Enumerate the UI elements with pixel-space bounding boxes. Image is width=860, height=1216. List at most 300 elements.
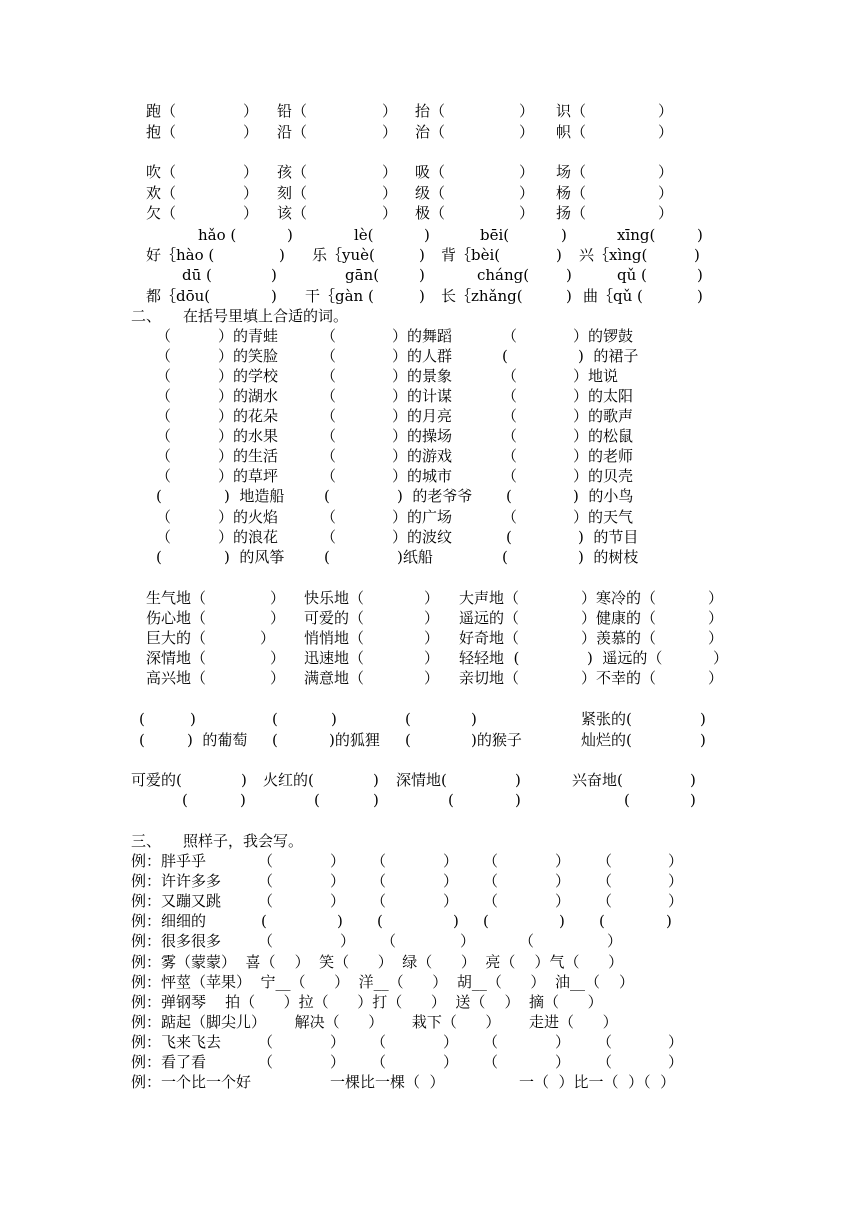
worksheet-text: ) [700, 710, 706, 728]
worksheet-text: ） [555, 1053, 571, 1071]
worksheet-text: （ [156, 467, 172, 485]
worksheet-line [0, 874, 860, 894]
worksheet-text: （ [502, 407, 518, 425]
worksheet-text: ) 的葡萄 [187, 731, 248, 749]
worksheet-text: 吸（ [415, 163, 446, 181]
worksheet-text: 干｛gàn ( [305, 287, 374, 305]
worksheet-text: ) [556, 246, 562, 264]
worksheet-text: ) [515, 771, 521, 789]
worksheet-text: ） [658, 204, 674, 222]
worksheet-text: （ [597, 852, 613, 870]
worksheet-text: （ [156, 327, 172, 345]
worksheet-line [0, 104, 860, 124]
worksheet-text: 例：一个比一个好 [131, 1073, 252, 1091]
worksheet-text: 火红的( [263, 771, 314, 789]
worksheet-text: ） [708, 629, 724, 647]
worksheet-text: 例：许许多多 [131, 872, 222, 890]
worksheet-text: ( [272, 731, 278, 749]
worksheet-text: 生气地（ [146, 589, 207, 607]
worksheet-text: ( [506, 528, 512, 546]
worksheet-text: （ [502, 427, 518, 445]
worksheet-text: ( [483, 912, 489, 930]
worksheet-text: ） [443, 872, 459, 890]
worksheet-text: ） [460, 932, 476, 950]
worksheet-text: ） [270, 589, 286, 607]
worksheet-text: ） [243, 102, 259, 120]
worksheet-text: 例：怦莖（苹果） 宁__（ ） 洋__（ ） 胡__（ ） 油__（ ） [131, 973, 635, 991]
worksheet-line [0, 651, 860, 671]
worksheet-text: ）的贝壳 [573, 467, 634, 485]
worksheet-text: （ [321, 327, 337, 345]
worksheet-text: 例：飞来飞去 [131, 1033, 222, 1051]
worksheet-text: ） [424, 629, 440, 647]
worksheet-text: ) 的节目 [578, 528, 639, 546]
worksheet-text: 沿（ [277, 123, 308, 141]
worksheet-text: ) 的老爷爷 [397, 487, 473, 505]
worksheet-text: ） [668, 872, 684, 890]
worksheet-text: ) [515, 791, 521, 809]
worksheet-text: （ [258, 1053, 274, 1071]
worksheet-text: 好奇地（ [459, 629, 520, 647]
worksheet-text: ) [241, 771, 247, 789]
worksheet-text: ） [668, 892, 684, 910]
worksheet-text: ） [658, 123, 674, 141]
worksheet-text: ) 遥远的（ [587, 649, 663, 667]
worksheet-text: 深情地（ [146, 649, 207, 667]
worksheet-text: （ [258, 852, 274, 870]
worksheet-text: xīng( [617, 226, 656, 244]
worksheet-text: 快乐地（ [304, 589, 365, 607]
worksheet-text: （ [371, 1053, 387, 1071]
worksheet-text: ） [555, 872, 571, 890]
worksheet-text: ( [448, 791, 454, 809]
worksheet-text: ）健康的（ [581, 609, 657, 627]
worksheet-text: （ [381, 932, 397, 950]
worksheet-text: ） [270, 609, 286, 627]
worksheet-text: ） [668, 1053, 684, 1071]
worksheet-line [0, 793, 860, 813]
worksheet-text: ）的浪花 [218, 528, 279, 546]
worksheet-text: ） [424, 609, 440, 627]
worksheet-text: ) [690, 771, 696, 789]
worksheet-text: ）的花朵 [218, 407, 279, 425]
worksheet-text: ） [330, 1033, 346, 1051]
worksheet-text: （ [483, 872, 499, 890]
worksheet-text: ） [260, 629, 276, 647]
worksheet-line [0, 186, 860, 206]
worksheet-text: ) [373, 791, 379, 809]
worksheet-text: 深情地( [396, 771, 447, 789]
worksheet-text: （ [483, 852, 499, 870]
worksheet-line [0, 914, 860, 934]
worksheet-text: ） [443, 1053, 459, 1071]
worksheet-line [0, 449, 860, 469]
worksheet-text: 例：又蹦又跳 [131, 892, 222, 910]
worksheet-text: ） [382, 102, 398, 120]
worksheet-text: ） [443, 1033, 459, 1051]
worksheet-text: ）羡慕的（ [581, 629, 657, 647]
worksheet-text: （ [258, 892, 274, 910]
worksheet-text: （ [321, 528, 337, 546]
worksheet-line [0, 773, 860, 793]
worksheet-text: 伤心地（ [146, 609, 207, 627]
worksheet-line [0, 329, 860, 349]
worksheet-text: （ [371, 892, 387, 910]
worksheet-text: ( [506, 487, 512, 505]
worksheet-text: （ [483, 892, 499, 910]
worksheet-line [0, 712, 860, 732]
worksheet-line [0, 834, 860, 854]
worksheet-text: ）的水果 [218, 427, 279, 445]
worksheet-text: 巨大的（ [146, 629, 207, 647]
worksheet-text: （ [321, 508, 337, 526]
worksheet-text: ) [561, 226, 567, 244]
worksheet-text: ） [424, 589, 440, 607]
worksheet-text: ) [279, 246, 285, 264]
worksheet-text: )的猴子 [471, 731, 522, 749]
worksheet-text: 例：雾（蒙蒙） 喜（ ） 笑（ ） 绿（ ） 亮（ ）气（ ） [131, 953, 624, 971]
worksheet-text: 灿烂的( [581, 731, 632, 749]
worksheet-text: ）的广场 [392, 508, 453, 526]
worksheet-text: ( [156, 548, 162, 566]
worksheet-text: （ [519, 932, 535, 950]
worksheet-text: 好｛hào ( [146, 246, 215, 264]
worksheet-text: ）的草坪 [218, 467, 279, 485]
worksheet-text: （ [156, 447, 172, 465]
worksheet-text: ） [519, 123, 535, 141]
worksheet-text: ) [271, 287, 277, 305]
worksheet-text: 轻轻地 ( [459, 649, 520, 667]
worksheet-line [0, 934, 860, 954]
worksheet-text: （ [371, 852, 387, 870]
worksheet-text: ( [139, 731, 145, 749]
worksheet-text: （ [321, 427, 337, 445]
worksheet-text: 在括号里填上合适的词。 [183, 307, 349, 325]
worksheet-text: ） [519, 204, 535, 222]
worksheet-text: cháng( [477, 266, 530, 284]
worksheet-text: ）的湖水 [218, 387, 279, 405]
worksheet-text: bēi( [480, 226, 510, 244]
worksheet-line [0, 409, 860, 429]
worksheet-line [0, 631, 860, 651]
worksheet-text: ) [419, 287, 425, 305]
worksheet-text: ） [424, 669, 440, 687]
worksheet-text: 可爱的( [131, 771, 182, 789]
worksheet-text: （ [321, 407, 337, 425]
worksheet-text: ） [382, 184, 398, 202]
worksheet-text: （ [258, 872, 274, 890]
worksheet-text: ） [708, 669, 724, 687]
worksheet-text: ）的锣鼓 [573, 327, 634, 345]
worksheet-text: ）的太阳 [573, 387, 634, 405]
worksheet-text: ）的月亮 [392, 407, 453, 425]
worksheet-text: ) [566, 287, 572, 305]
worksheet-text: ） [658, 163, 674, 181]
worksheet-text: ） [443, 892, 459, 910]
worksheet-text: ）寒冷的（ [581, 589, 657, 607]
worksheet-text: ( [377, 912, 383, 930]
worksheet-text: ） [243, 184, 259, 202]
worksheet-line [0, 268, 860, 288]
worksheet-text: ）的歌声 [573, 407, 634, 425]
worksheet-text: ( [156, 487, 162, 505]
worksheet-line [0, 510, 860, 530]
worksheet-text: ） [382, 123, 398, 141]
worksheet-text: ) [287, 226, 293, 244]
worksheet-text: ） [713, 649, 729, 667]
worksheet-text: 帜（ [556, 123, 587, 141]
worksheet-line [0, 429, 860, 449]
worksheet-text: dū ( [182, 266, 212, 284]
worksheet-text: 背｛bèi( [441, 246, 501, 264]
worksheet-text: 紧张的( [581, 710, 632, 728]
worksheet-line [0, 309, 860, 329]
worksheet-text: )的狐狸 [329, 731, 380, 749]
worksheet-text: （ [371, 1033, 387, 1051]
worksheet-text: ）的人群 [392, 347, 453, 365]
worksheet-text: ( [261, 912, 267, 930]
worksheet-line [0, 349, 860, 369]
worksheet-text: （ [156, 367, 172, 385]
worksheet-text: （ [502, 508, 518, 526]
worksheet-text: ）不幸的（ [581, 669, 657, 687]
worksheet-line [0, 289, 860, 309]
worksheet-line [0, 1015, 860, 1035]
worksheet-text: 遥远的（ [459, 609, 520, 627]
worksheet-text: 例：胖乎乎 [131, 852, 207, 870]
worksheet-text: ） [555, 1033, 571, 1051]
worksheet-line [0, 1075, 860, 1095]
worksheet-text: ) [697, 226, 703, 244]
worksheet-text: 兴｛xìng( [579, 246, 648, 264]
worksheet-text: （ [156, 407, 172, 425]
worksheet-text: ) [424, 226, 430, 244]
worksheet-text: 该（ [277, 204, 308, 222]
worksheet-line [0, 894, 860, 914]
worksheet-text: ) [559, 912, 565, 930]
worksheet-text: （ [502, 327, 518, 345]
worksheet-text: ( [405, 731, 411, 749]
worksheet-text: ） [330, 852, 346, 870]
worksheet-text: 例：看了看 [131, 1053, 207, 1071]
worksheet-text: 欠（ [146, 204, 177, 222]
worksheet-text: ) [697, 266, 703, 284]
worksheet-line [0, 975, 860, 995]
worksheet-text: ） [243, 123, 259, 141]
worksheet-line [0, 369, 860, 389]
worksheet-text: （ [258, 1033, 274, 1051]
worksheet-text: （ [156, 508, 172, 526]
worksheet-text: ) [373, 771, 379, 789]
worksheet-text: 长｛zhǎng( [441, 287, 523, 305]
worksheet-text: ) [700, 731, 706, 749]
worksheet-text: ） [270, 669, 286, 687]
worksheet-line [0, 206, 860, 226]
worksheet-text: ( [272, 710, 278, 728]
worksheet-text: ） [658, 102, 674, 120]
worksheet-text: ) [697, 287, 703, 305]
worksheet-text: （ [597, 872, 613, 890]
worksheet-text: ) [240, 791, 246, 809]
worksheet-text: （ [156, 528, 172, 546]
worksheet-line [0, 995, 860, 1015]
worksheet-text: 铅（ [277, 102, 308, 120]
worksheet-text: ）的松鼠 [573, 427, 634, 445]
worksheet-text: 例：弹钢琴 拍（ ）拉（ ）打（ ） 送（ ） 摘（ ） [131, 993, 603, 1011]
worksheet-line [0, 228, 860, 248]
worksheet-text: ）的笑脸 [218, 347, 279, 365]
worksheet-text: qǔ ( [617, 266, 647, 284]
worksheet-line [0, 530, 860, 550]
worksheet-text: ） [658, 184, 674, 202]
worksheet-text: ( [502, 347, 508, 365]
worksheet-text: ） [443, 852, 459, 870]
worksheet-text: 抱（ [146, 123, 177, 141]
worksheet-text: ( [624, 791, 630, 809]
worksheet-text: ) [694, 246, 700, 264]
worksheet-text: 二、 [131, 307, 162, 325]
worksheet-text: 孩（ [277, 163, 308, 181]
worksheet-text: （ [597, 1053, 613, 1071]
worksheet-text: ）的城市 [392, 467, 453, 485]
worksheet-text: ( [182, 791, 188, 809]
worksheet-text: （ [371, 872, 387, 890]
worksheet-text: （ [321, 447, 337, 465]
worksheet-text: ） [708, 609, 724, 627]
worksheet-text: ) [190, 710, 196, 728]
worksheet-text: 亲切地（ [459, 669, 520, 687]
worksheet-text: ） [270, 649, 286, 667]
worksheet-text: ）的老师 [573, 447, 634, 465]
worksheet-line [0, 550, 860, 570]
worksheet-text: ( [324, 548, 330, 566]
worksheet-text: 满意地（ [304, 669, 365, 687]
worksheet-text: ） [519, 102, 535, 120]
worksheet-line [0, 125, 860, 145]
worksheet-text: ( [599, 912, 605, 930]
worksheet-line [0, 733, 860, 753]
worksheet-text: 例：细细的 [131, 912, 207, 930]
worksheet-text: ）的青蛙 [218, 327, 279, 345]
worksheet-text: ) [271, 266, 277, 284]
worksheet-text: ） [382, 163, 398, 181]
worksheet-text: 悄悄地（ [304, 629, 365, 647]
worksheet-text: （ [156, 427, 172, 445]
worksheet-text: ( [324, 487, 330, 505]
worksheet-text: ( [405, 710, 411, 728]
worksheet-line [0, 1055, 860, 1075]
worksheet-text: 级（ [415, 184, 446, 202]
worksheet-text: 三、 [131, 832, 162, 850]
worksheet-text: ） [340, 932, 356, 950]
worksheet-text: )纸船 [397, 548, 433, 566]
worksheet-text: （ [321, 367, 337, 385]
worksheet-text: ) 的裙子 [578, 347, 639, 365]
worksheet-text: ）的波纹 [392, 528, 453, 546]
worksheet-text: 高兴地（ [146, 669, 207, 687]
worksheet-text: ( [139, 710, 145, 728]
worksheet-text: 治（ [415, 123, 446, 141]
worksheet-text: 可爱的（ [304, 609, 365, 627]
worksheet-line [0, 469, 860, 489]
worksheet-text: 欢（ [146, 184, 177, 202]
worksheet-text: ） [668, 1033, 684, 1051]
worksheet-text: ） [519, 163, 535, 181]
worksheet-text: ( [314, 791, 320, 809]
worksheet-line [0, 955, 860, 975]
worksheet-text: ) [471, 710, 477, 728]
worksheet-text: ) 地造船 [224, 487, 285, 505]
worksheet-text: 兴奋地( [572, 771, 623, 789]
worksheet-text: ） [519, 184, 535, 202]
worksheet-text: gān( [345, 266, 380, 284]
worksheet-line [0, 611, 860, 631]
worksheet-text: 吹（ [146, 163, 177, 181]
worksheet-text: ) 的树枝 [578, 548, 639, 566]
worksheet-text: ）的计谋 [392, 387, 453, 405]
worksheet-text: 都｛dōu( [146, 287, 211, 305]
worksheet-text: （ [258, 932, 274, 950]
worksheet-text: （ [502, 387, 518, 405]
worksheet-text: （ [321, 387, 337, 405]
worksheet-text: ）的天气 [573, 508, 634, 526]
worksheet-text: 识（ [556, 102, 587, 120]
worksheet-text: （ [321, 347, 337, 365]
worksheet-text: 一棵比一棵（ ） [330, 1073, 445, 1091]
worksheet-text: ） [330, 892, 346, 910]
worksheet-text: 一（ ）比一（ ）（ ） [519, 1073, 676, 1091]
worksheet-text: ） [607, 932, 623, 950]
worksheet-text: 大声地（ [459, 589, 520, 607]
worksheet-text: 极（ [415, 204, 446, 222]
worksheet-text: （ [502, 447, 518, 465]
worksheet-text: ) [337, 912, 343, 930]
worksheet-text: ） [330, 1053, 346, 1071]
worksheet-text: ) [419, 246, 425, 264]
worksheet-text: ) [666, 912, 672, 930]
worksheet-text: 例：踮起（脚尖儿） 解决（ ） 栽下（ ） 走进（ ） [131, 1013, 618, 1031]
worksheet-text: （ [597, 1033, 613, 1051]
worksheet-text: 扬（ [556, 204, 587, 222]
worksheet-text: （ [502, 467, 518, 485]
worksheet-line [0, 165, 860, 185]
worksheet-line [0, 489, 860, 509]
worksheet-text: ） [668, 852, 684, 870]
worksheet-text: 场（ [556, 163, 587, 181]
worksheet-text: 迅速地（ [304, 649, 365, 667]
worksheet-text: 刻（ [277, 184, 308, 202]
worksheet-text: ） [555, 892, 571, 910]
worksheet-text: 例：很多很多 [131, 932, 222, 950]
worksheet-text: ） [330, 872, 346, 890]
worksheet-text: ）的游戏 [392, 447, 453, 465]
worksheet-text: 曲｛qǔ ( [583, 287, 643, 305]
worksheet-text: ）的学校 [218, 367, 279, 385]
worksheet-text: （ [502, 367, 518, 385]
worksheet-text: 跑（ [146, 102, 177, 120]
worksheet-text: ） [424, 649, 440, 667]
worksheet-text: ）的火焰 [218, 508, 279, 526]
worksheet-text: ）地说 [573, 367, 619, 385]
worksheet-text: ） [708, 589, 724, 607]
worksheet-line [0, 1035, 860, 1055]
worksheet-text: （ [483, 1033, 499, 1051]
worksheet-text: ）的生活 [218, 447, 279, 465]
worksheet-text: ) [566, 266, 572, 284]
worksheet-text: ) [453, 912, 459, 930]
worksheet-text: ( [502, 548, 508, 566]
worksheet-text: hǎo ( [198, 226, 237, 244]
